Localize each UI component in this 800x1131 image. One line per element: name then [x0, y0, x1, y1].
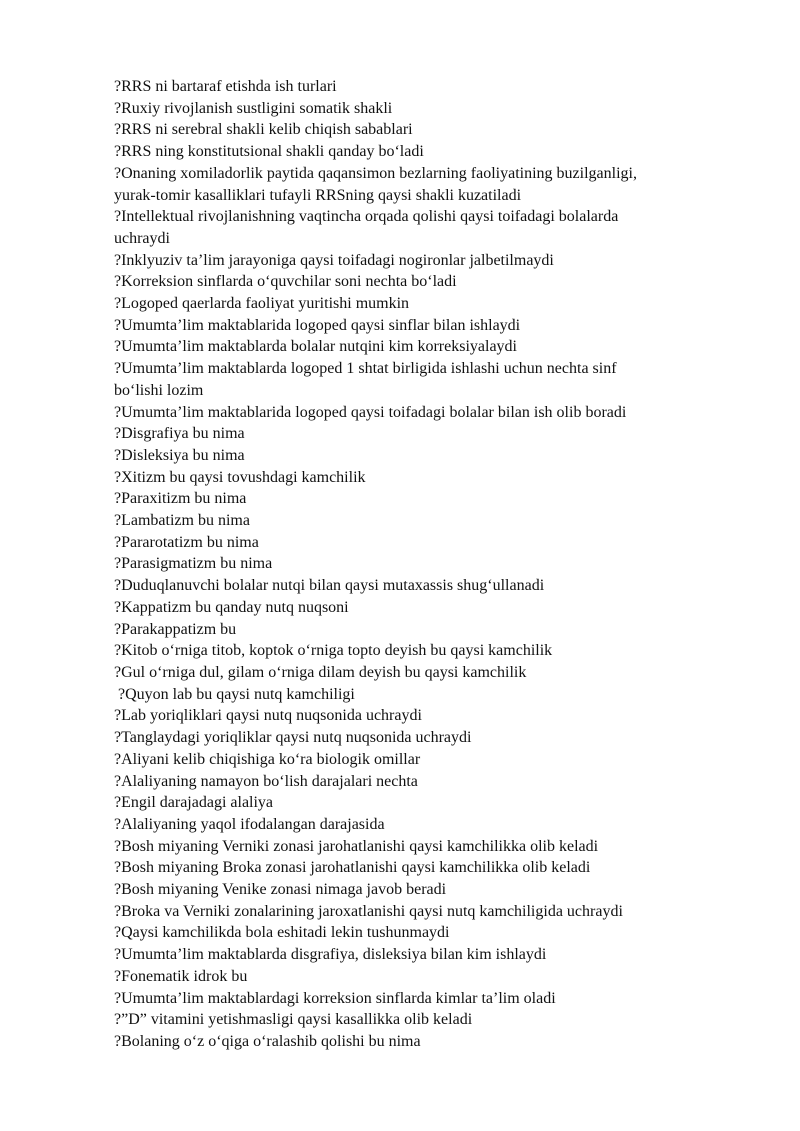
text-line: yurak-tomir kasalliklari tufayli RRSning qaysi shakli kuzatiladi [114, 186, 522, 204]
question-list [114, 76, 734, 1053]
text-line: ?Gul o‘rniga dul, gilam o‘rniga dilam deyish bu qaysi kamchilik [114, 663, 527, 681]
text-line: ?Parakappatizm bu [114, 620, 237, 638]
text-line: ?Lab yoriqliklari qaysi nutq nuqsonida uchraydi [114, 707, 422, 725]
text-line: ?Umumta’lim maktablardagi korreksion sinflarda kimlar ta’lim oladi [114, 989, 556, 1007]
text-line: ?Kitob o‘rniga titob, koptok o‘rniga topto deyish bu qaysi kamchilik [114, 642, 553, 660]
text-line: ?Broka va Verniki zonalarining jaroxatlanishi qaysi nutq kamchiligida uchraydi [114, 902, 623, 920]
text-line: ?Umumta’lim maktablarda bolalar nutqini kim korreksiyalaydi [114, 338, 517, 356]
text-line: ?Fonematik idrok bu [114, 967, 248, 985]
text-line: ?Aliyani kelib chiqishiga ko‘ra biologik omillar [114, 750, 421, 768]
text-line: ?Onaning xomiladorlik paytida qaqansimon bezlarning faoliyatining buzilganligi, [114, 164, 637, 182]
text-line: ?Duduqlanuvchi bolalar nutqi bilan qaysi mutaxassis shug‘ullanadi [114, 577, 545, 595]
text-line: ?Umumta’lim maktablarda disgrafiya, disleksiya bilan kim ishlaydi [114, 946, 547, 964]
text-line: ?Alaliyaning yaqol ifodalangan darajasida [114, 815, 385, 833]
text-line: ?RRS ni serebral shakli kelib chiqish sabablari [114, 121, 413, 139]
text-line: ?Disgrafiya bu nima [114, 425, 245, 443]
text-line: ?Bosh miyaning Verniki zonasi jarohatlanishi qaysi kamchilikka olib keladi [114, 837, 599, 855]
text-line: ?RRS ni bartaraf etishda ish turlari [114, 78, 337, 95]
text-line: ?Engil darajadagi alaliya [114, 794, 274, 812]
text-line: ?Kappatizm bu qanday nutq nuqsoni [114, 598, 349, 616]
text-line: ?Umumta’lim maktablarida logoped qaysi sinflar bilan ishlaydi [114, 316, 521, 334]
text-line: ?Disleksiya bu nima [114, 446, 245, 464]
text-line: ?Korreksion sinflarda o‘quvchilar soni nechta bo‘ladi [114, 273, 457, 291]
text-line: ?Alaliyaning namayon bo‘lish darajalari nechta [114, 772, 418, 790]
text-line: uchraydi [114, 229, 170, 247]
text-line: ?Inklyuziv ta’lim jarayoniga qaysi toifadagi nogironlar jalbetilmaydi [114, 251, 554, 269]
text-line: ?Paraxitizm bu nima [114, 490, 247, 508]
text-line: ?Quyon lab bu qaysi nutq kamchiligi [118, 685, 355, 703]
text-line: ?Xitizm bu qaysi tovushdagi kamchilik [114, 468, 366, 486]
text-line: ?Qaysi kamchilikda bola eshitadi lekin tushunmaydi [114, 924, 450, 942]
text-line: ?Bosh miyaning Broka zonasi jarohatlanishi qaysi kamchilikka olib keladi [114, 859, 591, 877]
text-line: ?”D” vitamini yetishmasligi qaysi kasallikka olib keladi [114, 1011, 473, 1029]
text-line: ?Tanglaydagi yoriqliklar qaysi nutq nuqsonida uchraydi [114, 729, 472, 747]
text-line: ?Lambatizm bu nima [114, 512, 250, 530]
text-line: ?Bolaning o‘z o‘qiga o‘ralashib qolishi bu nima [114, 1032, 421, 1050]
text-line: bo‘lishi lozim [114, 381, 204, 399]
text-line: ?Logoped qaerlarda faoliyat yuritishi mumkin [114, 295, 410, 313]
text-line: ?Ruxiy rivojlanish sustligini somatik shakli [114, 99, 393, 117]
text-line: ?RRS ning konstitutsional shakli qanday bo‘ladi [114, 143, 424, 161]
text-line: ?Pararotatizm bu nima [114, 533, 259, 551]
text-line: ?Umumta’lim maktablarda logoped 1 shtat birligida ishlashi uchun nechta sinf [114, 360, 617, 378]
text-line: ?Umumta’lim maktablarida logoped qaysi toifadagi bolalar bilan ish olib boradi [114, 403, 627, 421]
text-line: ?Bosh miyaning Venike zonasi nimaga javob beradi [114, 881, 447, 899]
text-line: ?Intellektual rivojlanishning vaqtincha orqada qolishi qaysi toifadagi bolalarda [114, 208, 619, 226]
text-line: ?Parasigmatizm bu nima [114, 555, 273, 573]
